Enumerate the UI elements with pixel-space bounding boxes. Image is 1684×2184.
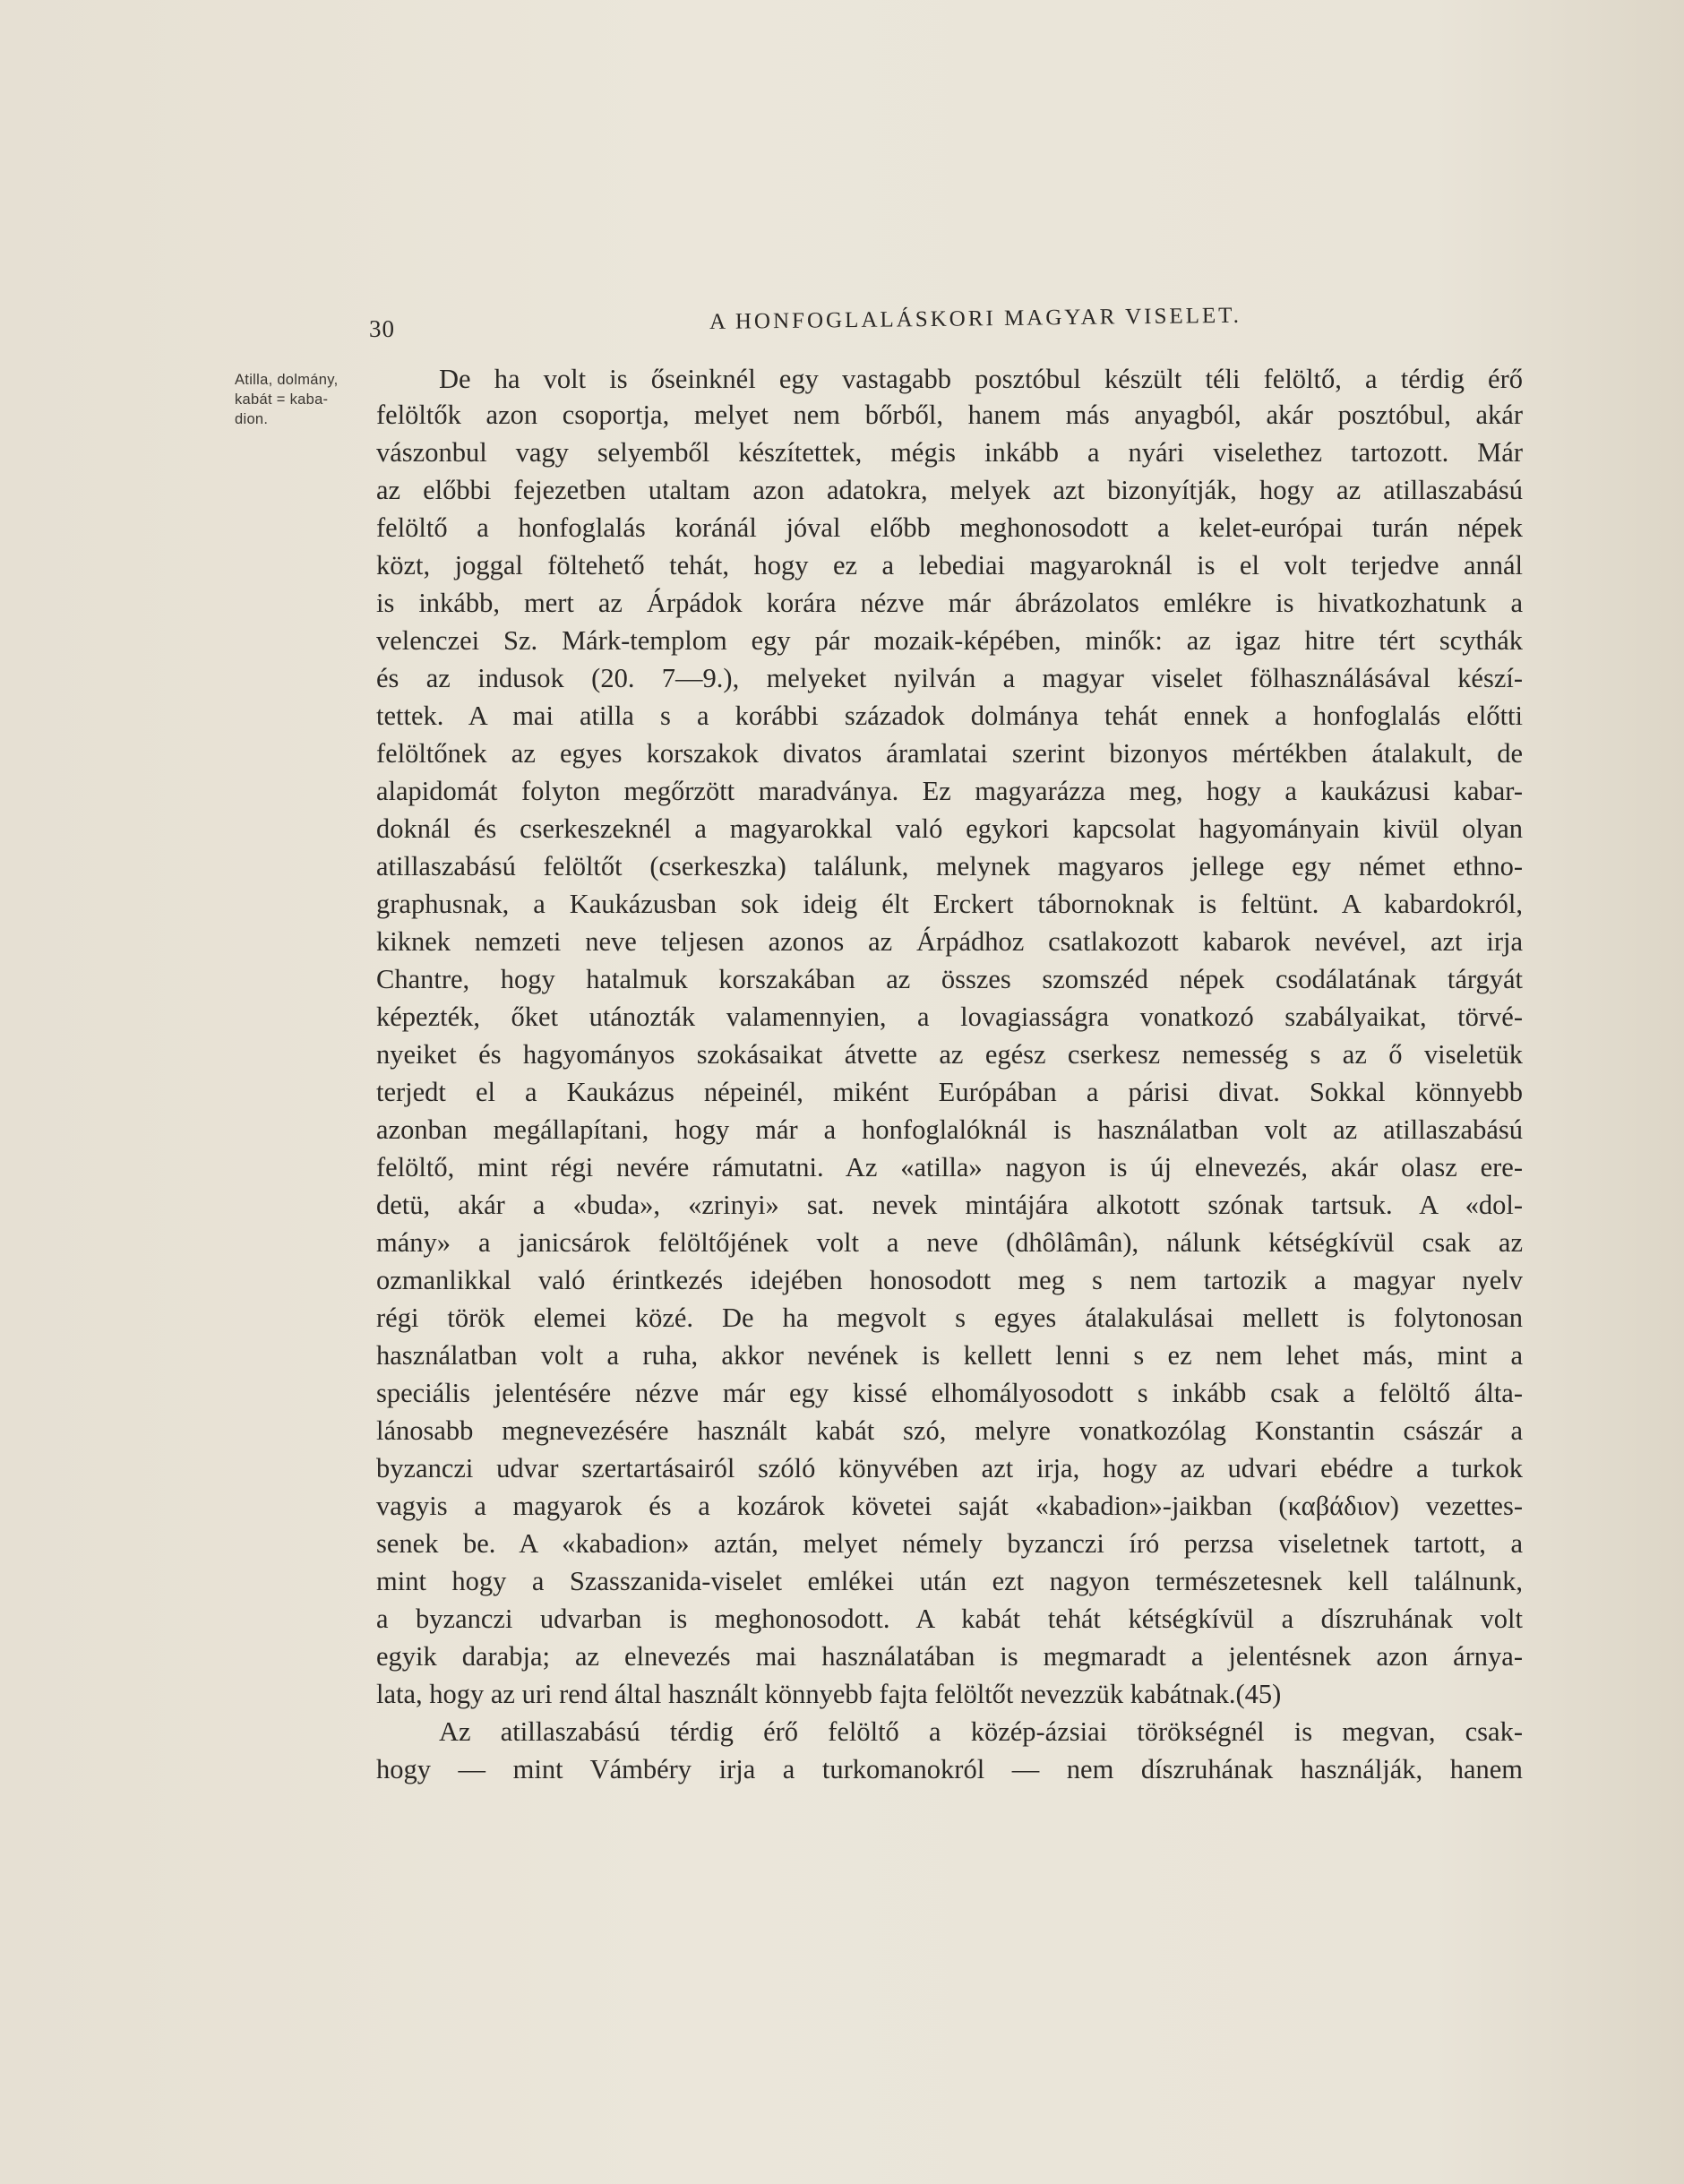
margin-note [235,370,378,429]
text-line: egyik darabja; az elnevezés mai használatában is megmaradt a jelentésnek azon árnya- [376,1641,1523,1672]
text-line: byzanczi udvar szertartásairól szóló könyvében azt irja, hogy az udvari ebédre a turkok [376,1453,1523,1483]
text-line: lánosabb megnevezésére használt kabát szó, melyre vonatkozólag Konstantin császár a [376,1415,1523,1446]
text-line: mány» a janicsárok felöltőjének volt a neve (dhôlâmân), nálunk kétségkívül csak az [376,1227,1523,1258]
page-number: 30 [369,315,395,342]
text-line: felöltő, mint régi nevére rámutatni. Az «atilla» nagyon is új elnevezés, akár olasz ere- [376,1152,1523,1182]
text-line: vászonbul vagy selyemből készítettek, mégis inkább a nyári viselethez tartozott. Már [376,437,1523,468]
text-line: alapidomát folyton megőrzött maradványa. Ez magyarázza meg, hogy a kaukázusi kabar- [376,776,1523,806]
text-line: detü, akár a «buda», «zrinyi» sat. nevek mintájára alkotott szónak tartsuk. A «dol- [376,1190,1523,1220]
text-line: régi török elemei közé. De ha megvolt s egyes átalakulásai mellett is folytonosan [376,1303,1523,1333]
text-line: senek be. A «kabadion» aztán, melyet némely byzanczi író perzsa viseletnek tartott, a [376,1528,1523,1559]
text-line: felöltőnek az egyes korszakok divatos áramlatai szerint bizonyos mértékben átalakult, de [376,738,1523,769]
text-line: lata, hogy az uri rend által használt könnyebb fajta felöltőt nevezzük kabátnak.(45) [376,1679,1282,1709]
text-line: atillaszabású felöltőt (cserkeszka) találunk, melynek magyaros jellege egy német ethno- [376,851,1523,881]
text-line: és az indusok (20. 7—9.), melyeket nyilván a magyar viselet fölhasználásával készí- [376,663,1523,693]
running-title: A HONFOGLALÁSKORI MAGYAR VISELET. [709,303,1242,334]
text-line: azonban megállapítani, hogy már a honfoglalóknál is használatban volt az atillaszabású [376,1114,1523,1145]
text-line: felöltő a honfoglalás koránál jóval előbb meghonosodott a kelet-európai turán népek [376,512,1523,543]
text-line: tettek. A mai atilla s a korábbi századok dolmánya tehát ennek a honfoglalás előtti [376,701,1523,731]
text-line: De ha volt is őseinknél egy vastagabb posztóbul készült téli felöltő, a térdig érő [439,364,1523,394]
text-line: mint hogy a Szasszanida-viselet emlékei után ezt nagyon természetesnek kell találnunk, [376,1566,1523,1596]
text-line: képezték, őket utánozták valamennyien, a lovagiasságra vonatkozó szabályaikat, törvé- [376,1002,1523,1032]
margin-note-line: dion. [235,411,269,427]
text-line: közt, joggal föltehető tehát, hogy ez a lebediai magyaroknál is el volt terjedve annál [376,550,1523,580]
text-line: vagyis a magyarok és a kozárok követei saját «kabadion»-jaikban (καβάδιον) vezettes- [376,1491,1523,1521]
text-line: graphusnak, a Kaukázusban sok ideig élt Erckert tábornoknak is feltünt. A kabardokról, [376,889,1523,919]
text-line: terjedt el a Kaukázus népeinél, miként Európában a párisi divat. Sokkal könnyebb [376,1077,1523,1107]
text-line: speciális jelentésére nézve már egy kissé elhomályosodott s inkább csak a felöltő álta- [376,1378,1523,1408]
text-line: hogy — mint Vámbéry irja a turkomanokról — nem díszruhának használják, hanem [376,1754,1523,1784]
text-line: használatban volt a ruha, akkor nevének is kellett lenni s ez nem lehet más, mint a [376,1340,1523,1371]
text-line: ozmanlikkal való érintkezés idejében honosodott meg s nem tartozik a magyar nyelv [376,1265,1523,1295]
text-line: doknál és cserkeszeknél a magyarokkal való egykori kapcsolat hagyományain kivül olyan [376,813,1523,844]
text-line: Az atillaszabású térdig érő felöltő a közép-ázsiai törökségnél is megvan, csak- [439,1716,1523,1747]
text-line: Chantre, hogy hatalmuk korszakában az összes szomszéd népek csodálatának tárgyát [376,964,1523,994]
text-line: az előbbi fejezetben utaltam azon adatokra, melyek azt bizonyítják, hogy az atillaszabású [376,475,1523,505]
text-line: is inkább, mert az Árpádok korára nézve már ábrázolatos emlékre is hivatkozhatunk a [376,588,1523,618]
text-line: velenczei Sz. Márk-templom egy pár mozaik-képében, minők: az igaz hitre tért scythák [376,625,1523,656]
text-line: kiknek nemzeti neve teljesen azonos az Árpádhoz csatlakozott kabarok nevével, azt irja [376,926,1523,957]
margin-note-line: kabát = kaba- [235,391,329,408]
text-line: felöltők azon csoportja, melyet nem bőrből, hanem más anyagból, akár posztóbul, akár [376,400,1523,430]
text-line: a byzanczi udvarban is meghonosodott. A kabát tehát kétségkívül a díszruhának volt [376,1604,1523,1634]
text-line: nyeiket és hagyományos szokásaikat átvette az egész cserkesz nemesség s az ő viseletük [376,1039,1523,1070]
margin-note-line: Atilla, dolmány, [235,372,339,388]
